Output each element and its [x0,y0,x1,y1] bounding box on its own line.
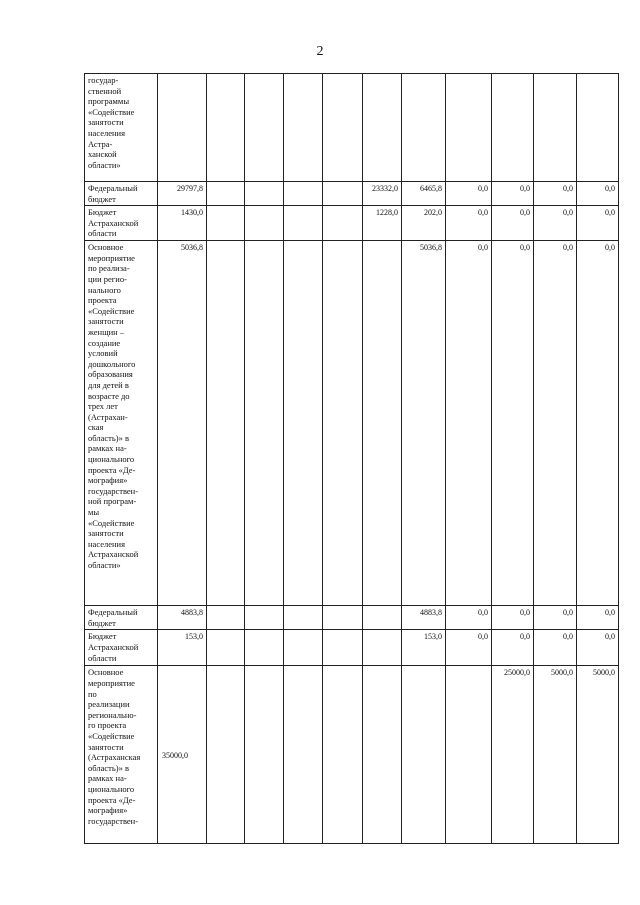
value-cell [363,630,402,666]
page-number: 2 [316,44,324,59]
value-cell [284,630,323,666]
value-cell: 4883,8 [402,606,446,630]
value-cell: 0,0 [577,206,619,241]
value-cell: 5000,0 [534,666,577,844]
value-cell [284,666,323,844]
value-cell: 5000,0 [577,666,619,844]
value-cell: 0,0 [446,241,492,606]
row-label: Бюджет Астраханской области [85,206,158,241]
row-label: Основное мероприятие по реализа- ции регио- нального проекта «Содействие занятости женщин – создание условий дошкольного образования для детей в возрасте до трех лет (Астрахан- ская область)» в рамках на- ционального проекта «Де- мография» государствен- ной програм- мы «Содействие занятости населения Астраханской области» [85,241,158,606]
value-cell [245,206,284,241]
value-cell [245,74,284,182]
value-cell: 0,0 [577,630,619,666]
value-cell [245,182,284,206]
value-cell: 0,0 [534,241,577,606]
value-cell: 0,0 [492,182,534,206]
value-cell [284,206,323,241]
value-cell [323,666,363,844]
value-cell: 0,0 [577,241,619,606]
table-row [85,606,619,630]
value-cell: 1430,0 [158,206,207,241]
table-row [85,206,619,241]
budget-table [84,73,619,844]
value-cell [245,241,284,606]
value-cell [284,606,323,630]
row-label: Федеральный бюджет [85,182,158,206]
value-cell: 0,0 [446,606,492,630]
value-cell [363,74,402,182]
value-cell: 0,0 [492,606,534,630]
value-cell [207,241,245,606]
value-cell [323,606,363,630]
value-cell: 23332,0 [363,182,402,206]
value-cell [284,182,323,206]
value-cell [446,666,492,844]
value-cell: 0,0 [577,606,619,630]
value-cell [245,606,284,630]
value-cell [323,206,363,241]
row-label: Федеральный бюджет [85,606,158,630]
value-cell [284,241,323,606]
value-cell: 0,0 [492,241,534,606]
value-cell [577,74,619,182]
value-cell [323,630,363,666]
value-cell [363,606,402,630]
table-row [85,666,619,844]
value-cell [492,74,534,182]
value-cell [207,206,245,241]
table-row [85,74,619,182]
value-cell [245,630,284,666]
value-cell [363,241,402,606]
value-cell [207,74,245,182]
value-cell: 0,0 [534,630,577,666]
value-cell [363,666,402,844]
value-cell [207,666,245,844]
value-cell: 6465,8 [402,182,446,206]
value-cell [402,666,446,844]
value-cell: 0,0 [446,630,492,666]
value-cell: 1228,0 [363,206,402,241]
value-cell [245,666,284,844]
value-cell: 0,0 [492,206,534,241]
value-cell [323,74,363,182]
row-label: государ- ственной программы «Содействие занятости населения Астра- ханской области» [85,74,158,182]
value-cell [323,241,363,606]
value-cell [207,606,245,630]
row-label: Основное мероприятие по реализации регионально- го проекта «Содействие занятости (Астраханская область)» в рамках на- ционального проекта «Де- мография» государствен- [85,666,158,844]
value-cell: 25000,0 [492,666,534,844]
table-row [85,182,619,206]
value-cell: 0,0 [492,630,534,666]
row-label: Бюджет Астраханской области [85,630,158,666]
value-cell: 29797,8 [158,182,207,206]
value-cell: 0,0 [534,182,577,206]
value-cell: 0,0 [446,206,492,241]
value-cell [207,630,245,666]
value-cell: 5036,8 [158,241,207,606]
value-cell [158,74,207,182]
value-cell: 35000,0 [158,666,207,844]
value-cell: 0,0 [577,182,619,206]
value-cell: 202,0 [402,206,446,241]
value-cell: 153,0 [158,630,207,666]
value-cell [446,74,492,182]
value-cell: 4883,8 [158,606,207,630]
value-cell [534,74,577,182]
value-cell: 0,0 [446,182,492,206]
table-row [85,630,619,666]
table-row [85,241,619,606]
value-cell: 153,0 [402,630,446,666]
value-cell: 0,0 [534,606,577,630]
value-cell [207,182,245,206]
value-cell: 5036,8 [402,241,446,606]
value-cell: 0,0 [534,206,577,241]
value-cell [284,74,323,182]
value-cell [402,74,446,182]
value-cell [323,182,363,206]
